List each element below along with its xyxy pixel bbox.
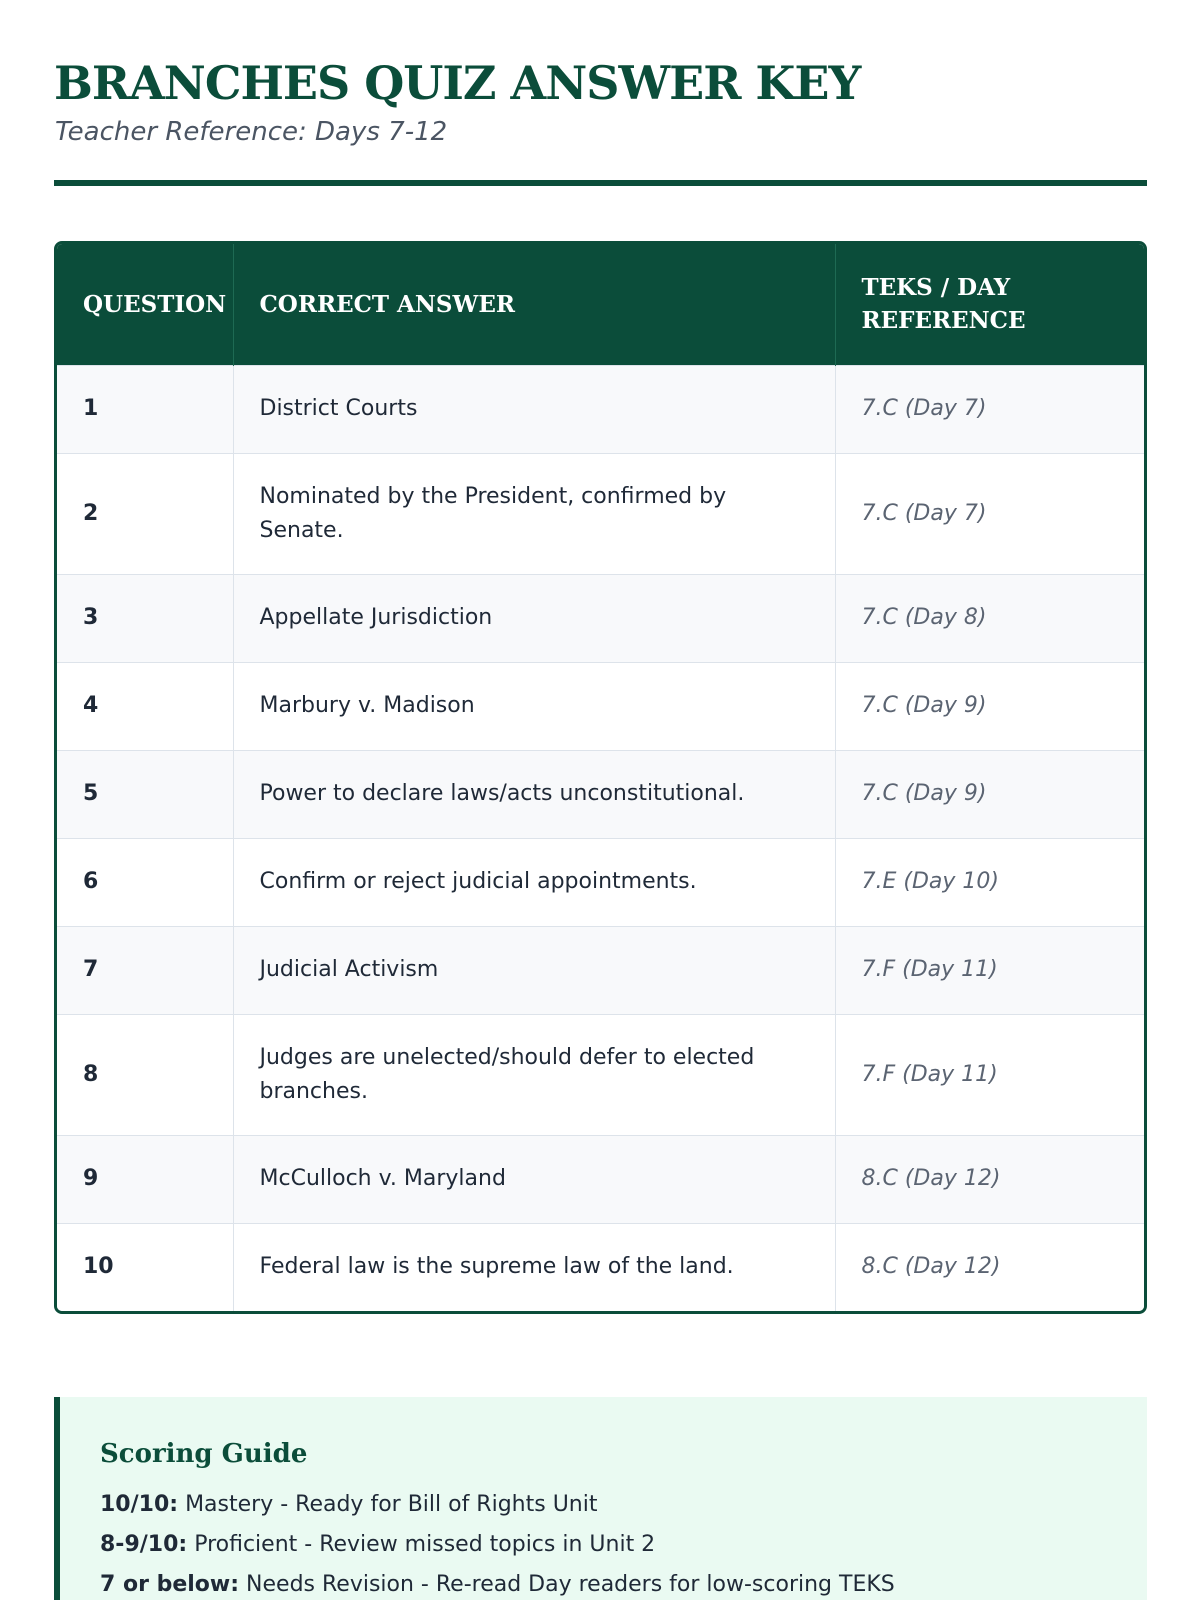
correct-answer: Appellate Jurisdiction <box>233 574 835 662</box>
correct-answer: Confirm or reject judicial appointments. <box>233 838 835 926</box>
table-row <box>57 365 1144 453</box>
scoring-guide-title: Scoring Guide <box>100 1439 308 1469</box>
teks-reference: 7.C (Day 7) <box>861 500 987 526</box>
question-number: 1 <box>57 365 233 453</box>
page-subtitle: Teacher Reference: Days 7-12 <box>55 117 448 147</box>
teks-reference: 7.C (Day 9) <box>861 781 987 806</box>
score-range: 8-9/10: <box>100 1532 188 1557</box>
correct-answer: Power to declare laws/acts unconstitutional. <box>233 750 835 838</box>
table-row <box>57 1014 1144 1135</box>
question-number: 8 <box>57 1014 233 1135</box>
table-header-row <box>57 244 1144 365</box>
score-description: Mastery - Ready for Bill of Rights Unit <box>185 1492 598 1517</box>
table-row <box>57 1135 1144 1223</box>
table-row <box>57 838 1144 926</box>
question-number: 4 <box>57 662 233 750</box>
question-number: 2 <box>57 453 233 574</box>
correct-answer: District Courts <box>233 365 835 453</box>
correct-answer: McCulloch v. Maryland <box>233 1135 835 1223</box>
score-description: Proficient - Review missed topics in Unit 2 <box>194 1532 656 1557</box>
question-number: 3 <box>57 574 233 662</box>
correct-answer: Judicial Activism <box>233 926 835 1014</box>
correct-answer: Marbury v. Madison <box>233 662 835 750</box>
table-row <box>57 926 1144 1014</box>
table-row <box>57 750 1144 838</box>
scoring-guide <box>54 1397 1147 1600</box>
column-header-question: QUESTION <box>57 244 233 365</box>
teks-reference: 7.E (Day 10) <box>861 869 999 894</box>
page-title: BRANCHES QUIZ ANSWER KEY <box>54 56 861 110</box>
scoring-guide-item <box>100 1525 1147 1565</box>
correct-answer: Nominated by the President, confirmed by Senate. <box>233 453 835 574</box>
score-range: 10/10: <box>100 1492 179 1517</box>
score-description: Needs Revision - Re-read Day readers for low-scoring TEKS <box>246 1572 895 1597</box>
column-header-answer: CORRECT ANSWER <box>233 244 835 365</box>
question-number: 5 <box>57 750 233 838</box>
question-number: 9 <box>57 1135 233 1223</box>
correct-answer: Federal law is the supreme law of the land. <box>233 1223 835 1311</box>
question-number: 10 <box>57 1223 233 1311</box>
answer-table <box>57 244 1144 1311</box>
score-range: 7 or below: <box>100 1572 240 1597</box>
header-divider <box>54 180 1147 186</box>
table-row <box>57 574 1144 662</box>
teks-reference: 7.C (Day 9) <box>861 693 987 718</box>
answer-table-container <box>54 241 1147 1314</box>
teks-reference: 8.C (Day 12) <box>861 1166 1001 1191</box>
question-number: 6 <box>57 838 233 926</box>
scoring-guide-item <box>100 1485 1147 1525</box>
teks-reference: 7.C (Day 8) <box>861 605 987 630</box>
column-header-reference: TEKS / DAY REFERENCE <box>861 274 1026 335</box>
teks-reference: 8.C (Day 12) <box>861 1254 1001 1280</box>
correct-answer: Judges are unelected/should defer to elected branches. <box>233 1014 835 1135</box>
scoring-guide-item <box>100 1565 1147 1600</box>
teks-reference: 7.F (Day 11) <box>861 957 998 982</box>
teks-reference: 7.F (Day 11) <box>861 1061 998 1087</box>
table-row <box>57 1223 1144 1311</box>
table-row <box>57 662 1144 750</box>
teks-reference: 7.C (Day 7) <box>861 396 987 421</box>
question-number: 7 <box>57 926 233 1014</box>
table-row <box>57 453 1144 574</box>
